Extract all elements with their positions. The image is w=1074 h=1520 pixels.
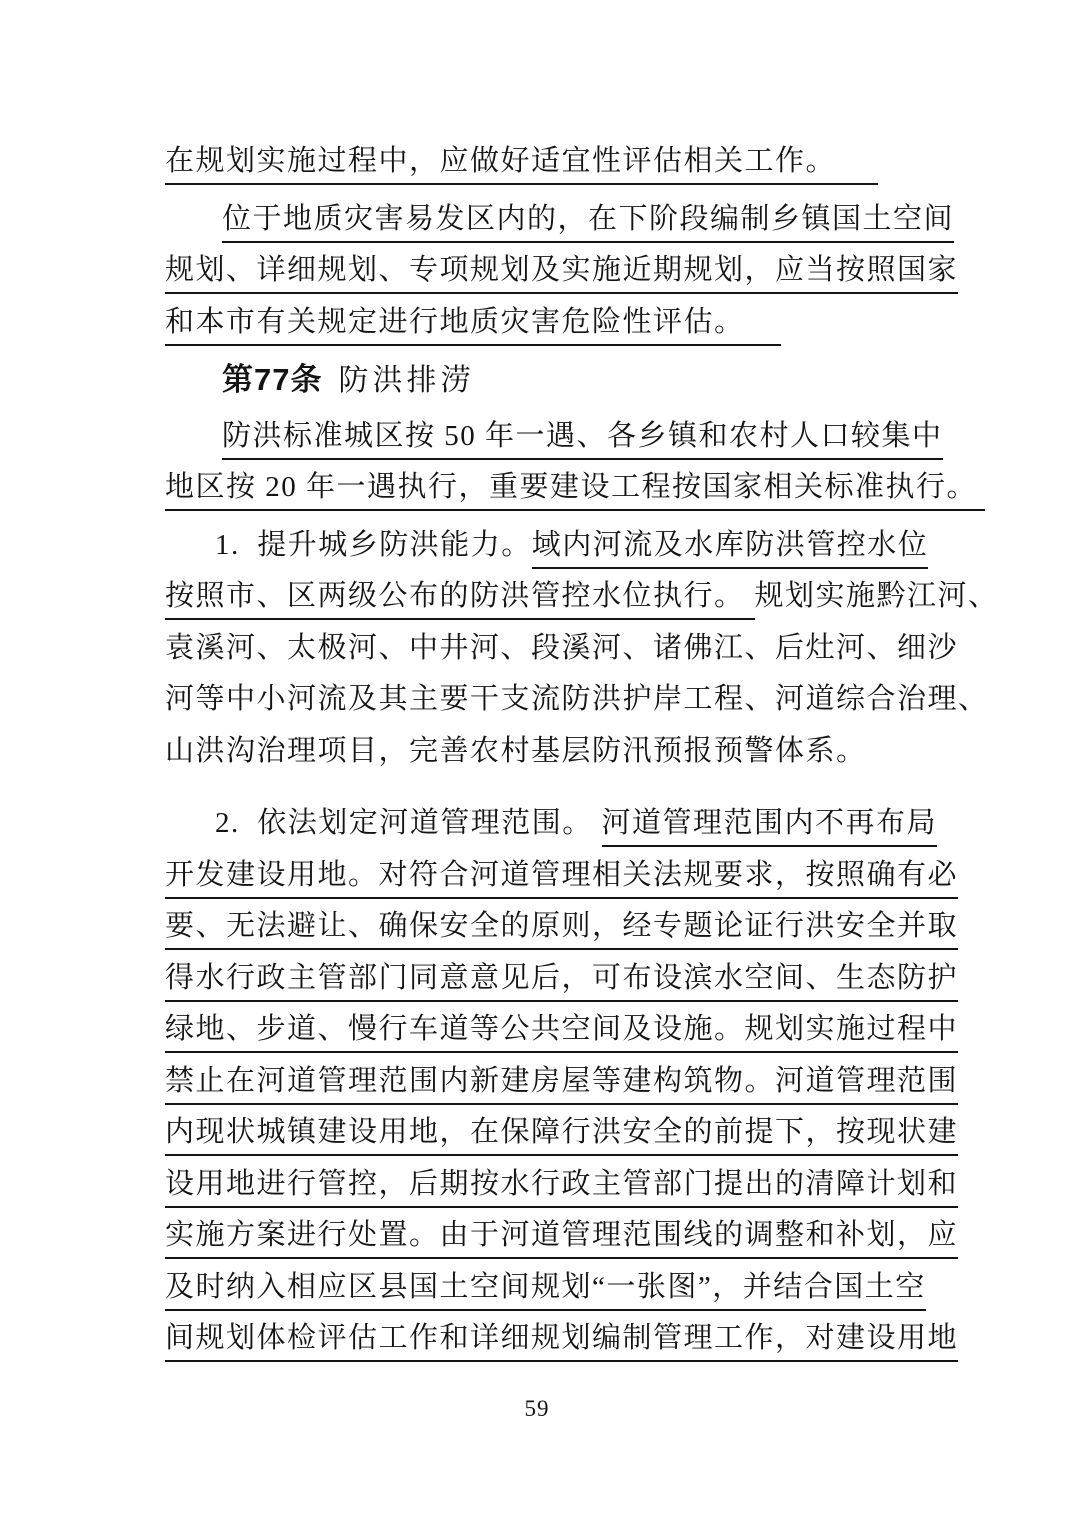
- article-number: 第77条: [222, 362, 323, 397]
- item1-line2: [165, 571, 999, 623]
- text-segment: 1. 提升城乡防洪能力。: [215, 528, 532, 561]
- item2-line11: [165, 1313, 959, 1365]
- text-segment: 内现状城镇建设用地，在保障行洪安全的前提下，按现状建: [165, 1109, 958, 1156]
- item2-line8: [165, 1159, 959, 1211]
- text-segment: 规划、详细规划、专项规划及实施近期规划，应当按照国家: [165, 247, 958, 294]
- item2-line4: [165, 953, 959, 1005]
- article-heading: [165, 354, 927, 406]
- text-segment: 要、无法避让、确保安全的原则，经专题论证行洪安全并取: [165, 903, 958, 950]
- item2-line3: [165, 901, 959, 953]
- text-segment: 实施方案进行处置。由于河道管理范围线的调整和补划，应: [165, 1212, 958, 1259]
- text-segment: 和本市有关规定进行地质灾害危险性评估。: [165, 299, 781, 346]
- item2-line7: [165, 1107, 959, 1159]
- text-segment: 防洪标准城区按 50 年一遇、各乡镇和农村人口较集中: [222, 413, 943, 460]
- text-segment: 位于地质灾害易发区内的，在下阶段编制乡镇国土空间: [222, 196, 954, 243]
- item2-line9: [165, 1210, 959, 1262]
- document-body: [165, 136, 999, 1365]
- text-segment: 河道管理范围内不再布局: [602, 800, 938, 847]
- text-segment: 河等中小河流及其主要干支流防洪护岸工程、河道综合治理、: [165, 683, 989, 715]
- item2-line5: [165, 1004, 959, 1056]
- item2-line2: [165, 850, 959, 902]
- para3-line2: [165, 462, 978, 514]
- item1-line3: [165, 623, 959, 675]
- item1-line1: [165, 520, 927, 572]
- item2-line6: [165, 1056, 959, 1108]
- para1-line1: [165, 136, 927, 188]
- text-segment: 禁止在河道管理范围内新建房屋等建构筑物。河道管理范围: [165, 1058, 958, 1105]
- item2-line1: [165, 798, 938, 850]
- item1-line4: [165, 674, 989, 726]
- page-number: 59: [524, 1396, 550, 1421]
- text-segment: 规划实施黔江河、: [754, 580, 999, 612]
- text-segment: 域内河流及水库防洪管控水位: [532, 522, 929, 569]
- text-segment: 设用地进行管控，后期按水行政主管部门提出的清障计划和: [165, 1161, 958, 1208]
- item1-line5: [165, 726, 927, 778]
- text-segment: 袁溪河、太极河、中井河、段溪河、诸佛江、后灶河、细沙: [165, 631, 959, 664]
- text-segment: 2. 依法划定河道管理范围。: [215, 807, 602, 839]
- para2-line1: [165, 194, 955, 246]
- text-segment: 间规划体检评估工作和详细规划编制管理工作，对建设用地: [165, 1315, 958, 1362]
- item2-line10: [165, 1262, 927, 1314]
- text-segment: 按照市、区两级公布的防洪管控水位执行。: [165, 573, 755, 620]
- text-segment: 在规划实施过程中，应做好适宜性评估相关工作。: [165, 138, 878, 185]
- text-segment: 及时纳入相应区县国土空间规划“一张图”，并结合国土空: [165, 1264, 926, 1311]
- article-title: 防洪排涝: [338, 364, 475, 397]
- para3-line1: [165, 411, 943, 463]
- para2-line2: [165, 245, 959, 297]
- text-segment: 得水行政主管部门同意意见后，可布设滨水空间、生态防护: [165, 955, 958, 1002]
- para2-line3: [165, 297, 927, 349]
- text-segment: 山洪沟治理项目，完善农村基层防汛预报预警体系。: [165, 734, 867, 767]
- text-segment: 地区按 20 年一遇执行，重要建设工程按国家相关标准执行。: [165, 464, 985, 511]
- text-segment: 开发建设用地。对符合河道管理相关法规要求，按照确有必: [165, 852, 958, 899]
- text-segment: 绿地、步道、慢行车道等公共空间及设施。规划实施过程中: [165, 1006, 958, 1053]
